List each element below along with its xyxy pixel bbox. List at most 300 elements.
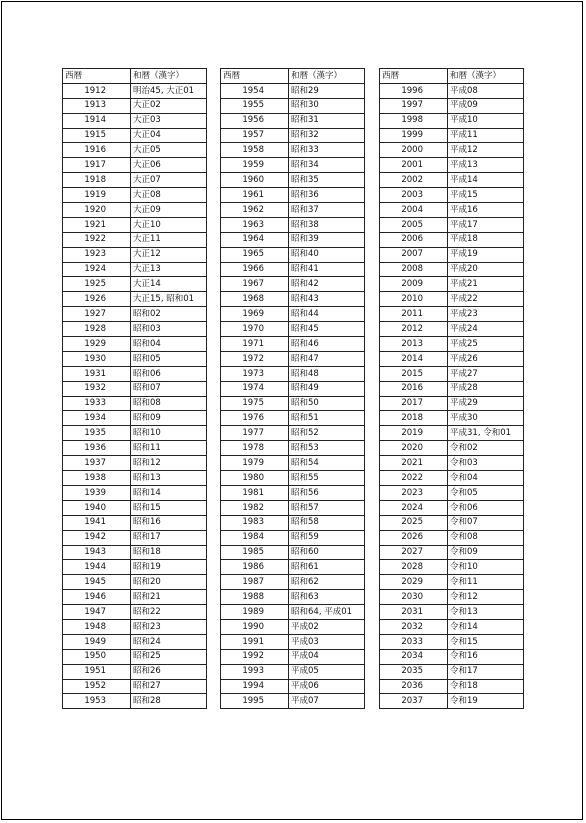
wareki-cell: 昭和03 bbox=[131, 322, 207, 337]
year-cell: 1964 bbox=[221, 232, 289, 247]
header-wareki: 和暦（漢字） bbox=[289, 69, 365, 84]
header-seireki: 西暦 bbox=[221, 69, 289, 84]
year-cell: 1918 bbox=[63, 173, 131, 188]
wareki-cell: 昭和06 bbox=[131, 366, 207, 381]
year-cell: 2033 bbox=[380, 634, 448, 649]
header-wareki: 和暦（漢字） bbox=[448, 69, 524, 84]
table-row bbox=[380, 217, 524, 232]
table-row bbox=[380, 411, 524, 426]
year-cell: 2026 bbox=[380, 530, 448, 545]
header-seireki: 西暦 bbox=[63, 69, 131, 84]
year-cell: 1967 bbox=[221, 277, 289, 292]
table-row bbox=[380, 173, 524, 188]
year-cell: 1917 bbox=[63, 158, 131, 173]
year-cell: 2027 bbox=[380, 545, 448, 560]
wareki-cell: 昭和16 bbox=[131, 515, 207, 530]
year-cell: 1965 bbox=[221, 247, 289, 262]
year-cell: 1977 bbox=[221, 426, 289, 441]
table-row bbox=[63, 277, 207, 292]
wareki-cell: 昭和52 bbox=[289, 426, 365, 441]
table-row bbox=[221, 98, 365, 113]
table-row bbox=[63, 128, 207, 143]
year-cell: 2011 bbox=[380, 307, 448, 322]
era-table-2 bbox=[220, 68, 365, 709]
year-cell: 1981 bbox=[221, 485, 289, 500]
table-row bbox=[63, 113, 207, 128]
wareki-cell: 昭和59 bbox=[289, 530, 365, 545]
table-row bbox=[221, 396, 365, 411]
year-cell: 1927 bbox=[63, 307, 131, 322]
table-row bbox=[63, 530, 207, 545]
year-cell: 1933 bbox=[63, 396, 131, 411]
year-cell: 1947 bbox=[63, 605, 131, 620]
table-row bbox=[63, 500, 207, 515]
table-row bbox=[221, 664, 365, 679]
wareki-cell: 令和02 bbox=[448, 441, 524, 456]
table-row bbox=[221, 530, 365, 545]
wareki-cell: 平成11 bbox=[448, 128, 524, 143]
table-row bbox=[63, 158, 207, 173]
year-cell: 1972 bbox=[221, 351, 289, 366]
wareki-cell: 昭和40 bbox=[289, 247, 365, 262]
table-row bbox=[221, 351, 365, 366]
wareki-cell: 昭和14 bbox=[131, 485, 207, 500]
year-cell: 1944 bbox=[63, 560, 131, 575]
table-row bbox=[221, 634, 365, 649]
year-cell: 1912 bbox=[63, 83, 131, 98]
table-row bbox=[63, 322, 207, 337]
table-row bbox=[380, 530, 524, 545]
wareki-cell: 昭和56 bbox=[289, 485, 365, 500]
table-row bbox=[380, 590, 524, 605]
year-cell: 1936 bbox=[63, 441, 131, 456]
table-row bbox=[221, 322, 365, 337]
table-row bbox=[63, 98, 207, 113]
wareki-cell: 平成31, 令和01 bbox=[448, 426, 524, 441]
table-row bbox=[221, 158, 365, 173]
table-row bbox=[380, 605, 524, 620]
table-row bbox=[63, 262, 207, 277]
wareki-cell: 昭和27 bbox=[131, 679, 207, 694]
year-cell: 2009 bbox=[380, 277, 448, 292]
table-row bbox=[63, 247, 207, 262]
year-cell: 1946 bbox=[63, 590, 131, 605]
table-row bbox=[221, 605, 365, 620]
year-cell: 2006 bbox=[380, 232, 448, 247]
year-cell: 1939 bbox=[63, 485, 131, 500]
table-row bbox=[221, 203, 365, 218]
table-row bbox=[221, 83, 365, 98]
table-row bbox=[63, 605, 207, 620]
wareki-cell: 平成03 bbox=[289, 634, 365, 649]
year-cell: 1929 bbox=[63, 337, 131, 352]
wareki-cell: 平成15 bbox=[448, 188, 524, 203]
table-row bbox=[63, 694, 207, 709]
table-row bbox=[63, 83, 207, 98]
table-row bbox=[380, 560, 524, 575]
wareki-cell: 平成20 bbox=[448, 262, 524, 277]
wareki-cell: 昭和37 bbox=[289, 203, 365, 218]
year-cell: 2003 bbox=[380, 188, 448, 203]
year-cell: 1941 bbox=[63, 515, 131, 530]
wareki-cell: 昭和41 bbox=[289, 262, 365, 277]
table-row bbox=[380, 98, 524, 113]
year-cell: 1978 bbox=[221, 441, 289, 456]
table-row bbox=[221, 411, 365, 426]
table-row bbox=[221, 128, 365, 143]
year-cell: 1926 bbox=[63, 292, 131, 307]
table-row bbox=[63, 664, 207, 679]
wareki-cell: 昭和25 bbox=[131, 649, 207, 664]
year-cell: 1987 bbox=[221, 575, 289, 590]
year-cell: 1950 bbox=[63, 649, 131, 664]
wareki-cell: 平成02 bbox=[289, 619, 365, 634]
table-header-row bbox=[63, 69, 207, 84]
wareki-cell: 平成14 bbox=[448, 173, 524, 188]
wareki-cell: 平成08 bbox=[448, 83, 524, 98]
year-cell: 2005 bbox=[380, 217, 448, 232]
year-cell: 1916 bbox=[63, 143, 131, 158]
year-cell: 1945 bbox=[63, 575, 131, 590]
wareki-cell: 昭和05 bbox=[131, 351, 207, 366]
year-cell: 1999 bbox=[380, 128, 448, 143]
year-cell: 1997 bbox=[380, 98, 448, 113]
year-cell: 1975 bbox=[221, 396, 289, 411]
year-cell: 1995 bbox=[221, 694, 289, 709]
year-cell: 2031 bbox=[380, 605, 448, 620]
wareki-cell: 昭和57 bbox=[289, 500, 365, 515]
year-cell: 1961 bbox=[221, 188, 289, 203]
table-row bbox=[221, 560, 365, 575]
wareki-cell: 昭和39 bbox=[289, 232, 365, 247]
wareki-cell: 昭和21 bbox=[131, 590, 207, 605]
wareki-cell: 大正11 bbox=[131, 232, 207, 247]
year-cell: 2014 bbox=[380, 351, 448, 366]
table-row bbox=[63, 173, 207, 188]
table-row bbox=[221, 247, 365, 262]
year-cell: 1955 bbox=[221, 98, 289, 113]
table-row bbox=[380, 247, 524, 262]
wareki-cell: 昭和32 bbox=[289, 128, 365, 143]
wareki-cell: 昭和38 bbox=[289, 217, 365, 232]
year-cell: 1925 bbox=[63, 277, 131, 292]
wareki-cell: 昭和62 bbox=[289, 575, 365, 590]
wareki-cell: 令和07 bbox=[448, 515, 524, 530]
table-row bbox=[63, 337, 207, 352]
wareki-cell: 平成26 bbox=[448, 351, 524, 366]
wareki-cell: 昭和64, 平成01 bbox=[289, 605, 365, 620]
year-cell: 1992 bbox=[221, 649, 289, 664]
year-cell: 2029 bbox=[380, 575, 448, 590]
year-cell: 1973 bbox=[221, 366, 289, 381]
wareki-cell: 明治45, 大正01 bbox=[131, 83, 207, 98]
wareki-cell: 昭和60 bbox=[289, 545, 365, 560]
year-cell: 1919 bbox=[63, 188, 131, 203]
table-row bbox=[63, 411, 207, 426]
era-table-3 bbox=[379, 68, 524, 709]
year-cell: 1921 bbox=[63, 217, 131, 232]
year-cell: 2025 bbox=[380, 515, 448, 530]
wareki-cell: 平成07 bbox=[289, 694, 365, 709]
table-row bbox=[221, 545, 365, 560]
year-cell: 1951 bbox=[63, 664, 131, 679]
wareki-cell: 令和14 bbox=[448, 619, 524, 634]
year-cell: 1913 bbox=[63, 98, 131, 113]
wareki-cell: 平成12 bbox=[448, 143, 524, 158]
wareki-cell: 昭和19 bbox=[131, 560, 207, 575]
wareki-cell: 平成25 bbox=[448, 337, 524, 352]
year-cell: 2017 bbox=[380, 396, 448, 411]
wareki-cell: 昭和55 bbox=[289, 471, 365, 486]
wareki-cell: 昭和49 bbox=[289, 381, 365, 396]
year-cell: 1984 bbox=[221, 530, 289, 545]
year-cell: 1948 bbox=[63, 619, 131, 634]
wareki-cell: 令和16 bbox=[448, 649, 524, 664]
year-cell: 2030 bbox=[380, 590, 448, 605]
wareki-cell: 昭和48 bbox=[289, 366, 365, 381]
wareki-cell: 平成23 bbox=[448, 307, 524, 322]
table-row bbox=[221, 441, 365, 456]
table-row bbox=[221, 590, 365, 605]
year-cell: 2010 bbox=[380, 292, 448, 307]
wareki-cell: 昭和13 bbox=[131, 471, 207, 486]
year-cell: 2013 bbox=[380, 337, 448, 352]
year-cell: 1932 bbox=[63, 381, 131, 396]
table-row bbox=[380, 515, 524, 530]
table-row bbox=[63, 619, 207, 634]
table-row bbox=[380, 679, 524, 694]
year-cell: 2023 bbox=[380, 485, 448, 500]
table-row bbox=[221, 307, 365, 322]
wareki-cell: 昭和26 bbox=[131, 664, 207, 679]
wareki-cell: 令和05 bbox=[448, 485, 524, 500]
table-row bbox=[221, 679, 365, 694]
table-row bbox=[380, 649, 524, 664]
wareki-cell: 平成24 bbox=[448, 322, 524, 337]
year-cell: 2012 bbox=[380, 322, 448, 337]
wareki-cell: 平成04 bbox=[289, 649, 365, 664]
table-row bbox=[221, 232, 365, 247]
year-cell: 1959 bbox=[221, 158, 289, 173]
wareki-cell: 令和18 bbox=[448, 679, 524, 694]
table-row bbox=[63, 292, 207, 307]
wareki-cell: 令和11 bbox=[448, 575, 524, 590]
wareki-cell: 大正14 bbox=[131, 277, 207, 292]
wareki-cell: 昭和29 bbox=[289, 83, 365, 98]
table-row bbox=[63, 634, 207, 649]
table-row bbox=[63, 307, 207, 322]
year-cell: 1982 bbox=[221, 500, 289, 515]
wareki-cell: 昭和58 bbox=[289, 515, 365, 530]
wareki-cell: 大正12 bbox=[131, 247, 207, 262]
wareki-cell: 大正08 bbox=[131, 188, 207, 203]
wareki-cell: 昭和33 bbox=[289, 143, 365, 158]
wareki-cell: 平成19 bbox=[448, 247, 524, 262]
year-cell: 1928 bbox=[63, 322, 131, 337]
table-row bbox=[380, 113, 524, 128]
table-row bbox=[380, 396, 524, 411]
wareki-cell: 令和17 bbox=[448, 664, 524, 679]
table-row bbox=[63, 203, 207, 218]
wareki-cell: 昭和12 bbox=[131, 456, 207, 471]
wareki-cell: 昭和02 bbox=[131, 307, 207, 322]
table-row bbox=[63, 232, 207, 247]
wareki-cell: 昭和45 bbox=[289, 322, 365, 337]
table-row bbox=[380, 307, 524, 322]
year-cell: 1983 bbox=[221, 515, 289, 530]
table-row bbox=[380, 545, 524, 560]
wareki-cell: 昭和36 bbox=[289, 188, 365, 203]
table-row bbox=[221, 337, 365, 352]
table-row bbox=[63, 515, 207, 530]
table-row bbox=[380, 381, 524, 396]
wareki-cell: 昭和61 bbox=[289, 560, 365, 575]
year-cell: 2032 bbox=[380, 619, 448, 634]
table-row bbox=[221, 381, 365, 396]
wareki-cell: 平成17 bbox=[448, 217, 524, 232]
wareki-cell: 昭和20 bbox=[131, 575, 207, 590]
table-row bbox=[380, 262, 524, 277]
table-row bbox=[63, 217, 207, 232]
wareki-cell: 昭和35 bbox=[289, 173, 365, 188]
wareki-cell: 大正02 bbox=[131, 98, 207, 113]
table-row bbox=[380, 337, 524, 352]
table-row bbox=[63, 649, 207, 664]
table-row bbox=[221, 426, 365, 441]
table-row bbox=[63, 366, 207, 381]
year-cell: 1989 bbox=[221, 605, 289, 620]
wareki-cell: 昭和04 bbox=[131, 337, 207, 352]
year-cell: 2035 bbox=[380, 664, 448, 679]
table-row bbox=[380, 634, 524, 649]
year-cell: 1962 bbox=[221, 203, 289, 218]
year-cell: 1956 bbox=[221, 113, 289, 128]
wareki-cell: 大正06 bbox=[131, 158, 207, 173]
year-cell: 1931 bbox=[63, 366, 131, 381]
wareki-cell: 昭和18 bbox=[131, 545, 207, 560]
year-cell: 1966 bbox=[221, 262, 289, 277]
wareki-cell: 大正09 bbox=[131, 203, 207, 218]
table-row bbox=[380, 83, 524, 98]
year-cell: 1954 bbox=[221, 83, 289, 98]
year-cell: 1986 bbox=[221, 560, 289, 575]
year-cell: 2019 bbox=[380, 426, 448, 441]
table-row bbox=[221, 694, 365, 709]
wareki-cell: 令和19 bbox=[448, 694, 524, 709]
wareki-cell: 昭和08 bbox=[131, 396, 207, 411]
table-row bbox=[221, 262, 365, 277]
table-row bbox=[63, 456, 207, 471]
year-cell: 2015 bbox=[380, 366, 448, 381]
table-row bbox=[380, 188, 524, 203]
wareki-cell: 令和10 bbox=[448, 560, 524, 575]
year-cell: 1952 bbox=[63, 679, 131, 694]
year-cell: 1942 bbox=[63, 530, 131, 545]
wareki-cell: 令和06 bbox=[448, 500, 524, 515]
wareki-cell: 昭和11 bbox=[131, 441, 207, 456]
wareki-cell: 大正07 bbox=[131, 173, 207, 188]
year-cell: 1957 bbox=[221, 128, 289, 143]
wareki-cell: 平成13 bbox=[448, 158, 524, 173]
table-row bbox=[221, 173, 365, 188]
table-row bbox=[63, 560, 207, 575]
wareki-cell: 平成06 bbox=[289, 679, 365, 694]
wareki-cell: 昭和28 bbox=[131, 694, 207, 709]
wareki-cell: 大正13 bbox=[131, 262, 207, 277]
wareki-cell: 昭和10 bbox=[131, 426, 207, 441]
year-cell: 2002 bbox=[380, 173, 448, 188]
year-cell: 1998 bbox=[380, 113, 448, 128]
year-cell: 1993 bbox=[221, 664, 289, 679]
table-row bbox=[63, 426, 207, 441]
wareki-cell: 昭和51 bbox=[289, 411, 365, 426]
wareki-cell: 昭和30 bbox=[289, 98, 365, 113]
table-row bbox=[380, 426, 524, 441]
wareki-cell: 平成09 bbox=[448, 98, 524, 113]
wareki-cell: 昭和42 bbox=[289, 277, 365, 292]
wareki-cell: 昭和46 bbox=[289, 337, 365, 352]
table-row bbox=[380, 500, 524, 515]
table-row bbox=[380, 143, 524, 158]
table-row bbox=[221, 366, 365, 381]
year-cell: 1958 bbox=[221, 143, 289, 158]
wareki-cell: 平成28 bbox=[448, 381, 524, 396]
wareki-cell: 昭和07 bbox=[131, 381, 207, 396]
table-row bbox=[63, 381, 207, 396]
wareki-cell: 令和09 bbox=[448, 545, 524, 560]
wareki-cell: 令和04 bbox=[448, 471, 524, 486]
year-cell: 1979 bbox=[221, 456, 289, 471]
table-row bbox=[221, 500, 365, 515]
wareki-cell: 昭和23 bbox=[131, 619, 207, 634]
year-cell: 2016 bbox=[380, 381, 448, 396]
year-cell: 2004 bbox=[380, 203, 448, 218]
table-row bbox=[221, 649, 365, 664]
table-row bbox=[221, 515, 365, 530]
year-cell: 1971 bbox=[221, 337, 289, 352]
year-cell: 1969 bbox=[221, 307, 289, 322]
wareki-cell: 平成10 bbox=[448, 113, 524, 128]
table-row bbox=[380, 351, 524, 366]
table-row bbox=[221, 113, 365, 128]
year-cell: 1996 bbox=[380, 83, 448, 98]
wareki-cell: 大正04 bbox=[131, 128, 207, 143]
table-row bbox=[63, 545, 207, 560]
year-cell: 1930 bbox=[63, 351, 131, 366]
year-cell: 1940 bbox=[63, 500, 131, 515]
year-cell: 1935 bbox=[63, 426, 131, 441]
table-row bbox=[380, 619, 524, 634]
year-cell: 2024 bbox=[380, 500, 448, 515]
table-row bbox=[380, 292, 524, 307]
table-row bbox=[221, 575, 365, 590]
wareki-cell: 令和12 bbox=[448, 590, 524, 605]
table-row bbox=[380, 471, 524, 486]
year-cell: 1934 bbox=[63, 411, 131, 426]
year-cell: 1968 bbox=[221, 292, 289, 307]
table-row bbox=[380, 456, 524, 471]
wareki-cell: 昭和34 bbox=[289, 158, 365, 173]
year-cell: 1991 bbox=[221, 634, 289, 649]
year-cell: 1949 bbox=[63, 634, 131, 649]
wareki-cell: 令和08 bbox=[448, 530, 524, 545]
table-row bbox=[63, 441, 207, 456]
wareki-cell: 平成16 bbox=[448, 203, 524, 218]
table-row bbox=[380, 232, 524, 247]
table-row bbox=[221, 188, 365, 203]
table-row bbox=[380, 203, 524, 218]
year-cell: 1924 bbox=[63, 262, 131, 277]
